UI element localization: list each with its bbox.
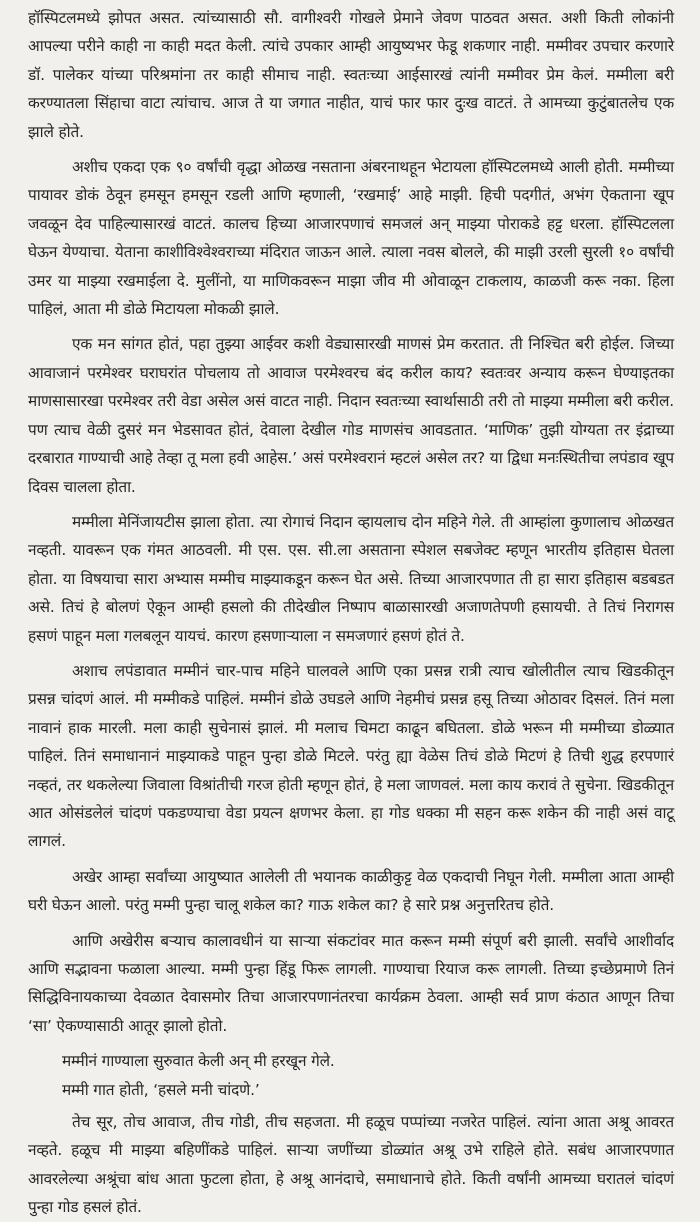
paragraph-2: अशीच एकदा एक ९० वर्षांची वृद्धा ओळख नसताना अंबरनाथहून भेटायला हॉस्पिटलमध्ये आली होती. मम्मीच्या पायावर डोकं ठेवून हमसून हमसून रडली आणि म्हणाली, ‘रखमाई’ आहे माझी. हिची पदगीतं, अभंग ऐकताना खूप जवळून देव पाहिल्यासारखं वाटतं. कालच हिच्या आजारपणाचं समजलं अन् माझ्या पोराकडे हट्ट धरला. हॉस्पिटलला घेऊन येण्याचा. येताना काशीविश्वेश्वराच्या मंदिरात जाऊन आले. त्याला नवस बोलले, की माझी उरली सुरली १० वर्षांची उमर या माझ्या रखमाईला दे. मुलींनो, या माणिकवरून माझा जीव मी ओवाळून टाकलाय, काळजी करू नका. हिला पाहिलं, आता मी डोळे मिटायला मोकळी झाले. bbox=[28, 158, 674, 319]
paragraph-6: अखेर आम्हा सर्वांच्या आयुष्यात आलेली ती भयानक काळीकुट्ट वेळ एकदाची निघून गेली. मम्मीला आता आम्ही घरी घेऊन आलो. परंतु मम्मी पुन्हा चालू शकेल का? गाऊ शकेल का? हे सारे प्रश्न अनुत्तरितच होते. bbox=[28, 867, 674, 915]
paragraph-final: तेच सूर, तोच आवाज, तीच गोडी, तीच सहजता. मी हळूच पप्पांच्या नजरेत पाहिलं. त्यांना आता अश्रू आवरत नव्हते. हळूच मी माझ्या बहिणींकडे पाहिलं. साऱ्या जणींच्या डोळ्यांत अश्रू उभे राहिले होते. सबंध आजारपणात आवरलेल्या अश्रूंचा बांध आता फुटला होता, हे अश्रू आनंदाचे, समाधानाचे होते. किती वर्षांनी आमच्या घरातलं चांदणं पुन्हा गोड हसलं होतं. bbox=[28, 1113, 674, 1217]
paragraph-7: आणि अखेरीस बऱ्याच कालावधीनं या साऱ्या संकटांवर मात करून मम्मी संपूर्ण बरी झाली. सर्वांचे आशीर्वाद आणि सद्भावना फळाला आल्या. मम्मी पुन्हा हिंडू फिरू लागली. गाण्याचा रियाज करू लागली. तिच्या इच्छेप्रमाणे तिनं सिद्धिविनायकाच्या देवळात देवासमोर तिचा आजारपणानंतरचा कार्यक्रम ठेवला. आम्ही सर्व प्राण कंठात आणून तिचा ‘सा’ ऐकण्यासाठी आतूर झालो होतो. bbox=[28, 931, 674, 1035]
paragraph-1: हॉस्पिटलमध्ये झोपत असत. त्यांच्यासाठी सौ. वागीश्वरी गोखले प्रेमाने जेवण पाठवत असत. अशी किती लोकांनी आपल्या परीने काही ना काही मदत केली. त्यांचे उपकार आम्ही आयुष्यभर फेडू शकणार नाही. मम्मीवर उपचार करणारे डॉ. पालेकर यांच्या परिश्रमांना तर काही सीमाच नाही. स्वतःच्या आईसारखं त्यांनी मम्मीवर प्रेम केलं. मम्मीला बरी करण्यातला सिंहाचा वाटा त्यांचाच. आज ते या जगात नाहीत, याचं फार फार दुःख वाटतं. ते आमच्या कुटुंबातलेच एक झाले होते. bbox=[28, 9, 674, 141]
verse-line-1: मम्मीनं गाण्याला सुरुवात केली अन् मी हरखून गेले. bbox=[62, 1052, 335, 1071]
paragraph-5: अशाच लपंडावात मम्मीनं चार-पाच महिने घालवले आणि एका प्रसन्न रात्री त्याच खोलीतील त्याच खिडकीतून प्रसन्न चांदणं आलं. मी मम्मीकडे पाहिलं. मम्मीनं डोळे उघडले आणि नेहमीचं प्रसन्न हसू तिच्या ओठावर दिसलं. तिनं मला नावानं हाक मारली. मला काही सुचेनासं झालं. मी मलाच चिमटा काढून बघितला. डोळे भरून मी मम्मीच्या डोळ्यात पाहिलं. तिनं समाधानानं माझ्याकडे पाहून पुन्हा डोळे मिटले. परंतु ह्या वेळेस तिचं डोळे मिटणं हे तिची शुद्ध हरपणारं नव्हतं, तर थकलेल्या जिवाला विश्रांतीची गरज होती म्हणून होतं, हे मला जाणवलं. मला काय करावं ते सुचेना. खिडकीतून आत ओसंडलेलं चांदणं पकडण्याचा वेडा प्रयत्न क्षणभर केला. हा गोड धक्का मी सहन करू शकेन की नाही असं वाटू लागलं. bbox=[28, 661, 674, 851]
paragraph-3: एक मन सांगत होतं, पहा तुझ्या आईवर कशी वेड्यासारखी माणसं प्रेम करतात. ती निश्चित बरी होईल. जिच्या आवाजानं परमेश्वर घराघरांत पोचलाय तो आवाज परमेश्वरच बंद करील काय? स्वतःवर अन्याय करून घेण्याइतका माणसासारखा परमेश्वर तरी वेडा असेल असं वाटत नाही. निदान स्वतःच्या स्वार्थासाठी तरी तो माझ्या मम्मीला बरी करील. पण त्याच वेळी दुसरं मन भेडसावत होतं, देवाला देखील गोड माणसंच आवडतात. ‘माणिक’ तुझी योग्यता तर इंद्राच्या दरबारात गाण्याची आहे तेव्हा तू मला हवी आहेस.’ असं परमेश्वरानं म्हटलं असेल तर? या द्विधा मनःस्थितीचा लपंडाव खूप दिवस चालला होता. bbox=[28, 335, 675, 496]
paragraph-4: मम्मीला मेनिंजायटीस झाला होता. त्या रोगाचं निदान व्हायलाच दोन महिने गेले. ती आम्हांला कुणालाच ओळखत नव्हती. यावरून एक गंमत आठवली. मी एस. एस. सी.ला असताना स्पेशल सबजेक्ट म्हणून भारतीय इतिहास घेतला होता. या विषयाचा सारा अभ्यास मम्मीच माझ्याकडून करून घेत असे. तिच्या आजारपणात ती हा सारा इतिहास बडबडत असे. तिचं हे बोलणं ऐकून आम्ही हसलो की तीदेखील निष्पाप बाळासारखी अजाणतेपणी हसायची. ते तिचं निरागस हसणं पाहून मला गलबलून यायचं. कारण हसणाऱ्याला न समजणारं हसणं होतं ते. bbox=[28, 512, 674, 645]
verse-line-2: मम्मी गात होती, ‘हसले मनी चांदणे.’ bbox=[62, 1080, 260, 1099]
